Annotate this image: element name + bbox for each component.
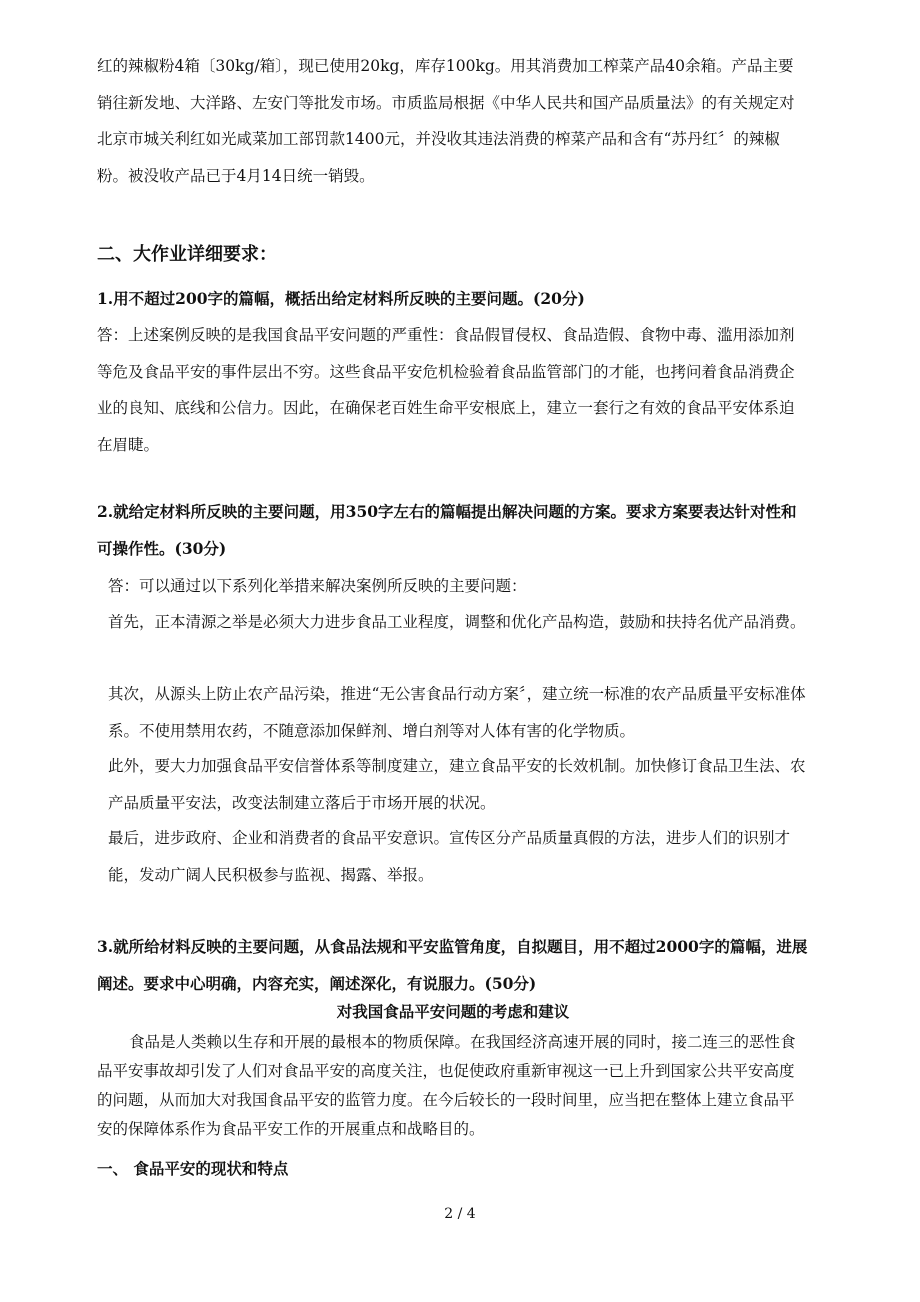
answer-1: 答：上述案例反映的是我国食品平安问题的严重性：食品假冒侵权、食品造假、食物中毒、滥用添加剂等危及食品平安的事件层出不穷。这些食品平安危机检验着食品监管部门的才能，也拷问着食品消费企业的良知、底线和公信力。因此，在确保老百姓生命平安根底上，建立一套行之有效的食品平安体系迫在眉睫。 bbox=[97, 326, 795, 454]
essay-title: 对我国食品平安问题的考虑和建议 bbox=[336, 1002, 570, 1021]
essay-section-heading: 一、 食品平安的现状和特点 bbox=[97, 1159, 289, 1178]
answer-2-intro: 答：可以通过以下系列化举措来解决案例所反映的主要问题： bbox=[108, 577, 527, 595]
question-1: 1.用不超过200字的篇幅，概括出给定材料所反映的主要问题。(20分) bbox=[97, 289, 585, 308]
answer-2-first: 首先，正本清源之举是必须大力进步食品工业程度，调整和优化产品构造，鼓励和扶持名优产品消费。 bbox=[108, 613, 806, 631]
answer-2-second: 其次，从源头上防止农产品污染，推进“无公害食品行动方案〞，建立统一标准的农产品质量平安标准体系。不使用禁用农药，不随意添加保鲜剂、增白剂等对人体有害的化学物质。 bbox=[108, 685, 806, 740]
answer-2-last: 最后，进步政府、企业和消费者的食品平安意识。宣传区分产品质量真假的方法，进步人们的识别才能，发动广阔人民积极参与监视、揭露、举报。 bbox=[108, 829, 791, 884]
page-number: 2 / 4 bbox=[444, 1206, 476, 1222]
intro-paragraph: 红的辣椒粉4箱〔30kg/箱〕，现已使用20kg，库存100kg。用其消费加工榨菜产品40余箱。产品主要销往新发地、大洋路、左安门等批发市场。市质监局根据《中华人民共和国产品质量法》的有关规定对北京市城关利红如光咸菜加工部罚款1400元，并没收其违法消费的榨菜产品和含有“苏丹红〞的辣椒粉。被没收产品已于4月14日统一销毁。 bbox=[97, 57, 795, 185]
question-3: 3.就所给材料反映的主要问题，从食品法规和平安监管角度，自拟题目，用不超过2000字的篇幅，进展阐述。要求中心明确，内容充实，阐述深化，有说服力。(50分) bbox=[97, 937, 808, 993]
section-heading: 二、大作业详细要求： bbox=[97, 244, 277, 265]
question-2: 2.就给定材料所反映的主要问题，用350字左右的篇幅提出解决问题的方案。要求方案要表达针对性和可操作性。(30分) bbox=[97, 502, 797, 558]
essay-paragraph: 食品是人类赖以生存和开展的最根本的物质保障。在我国经济高速开展的同时，接二连三的恶性食品平安事故却引发了人们对食品平安的高度关注，也促使政府重新审视这一已上升到国家公共平安高度的问题，从而加大对我国食品平安的监管力度。在今后较长的一段时间里，应当把在整体上建立食品平安的保障体系作为食品平安工作的开展重点和战略目的。 bbox=[97, 1033, 796, 1138]
answer-2-third: 此外，要大力加强食品平安信誉体系等制度建立，建立食品平安的长效机制。加快修订食品卫生法、农产品质量平安法，改变法制建立落后于市场开展的状况。 bbox=[108, 757, 806, 812]
